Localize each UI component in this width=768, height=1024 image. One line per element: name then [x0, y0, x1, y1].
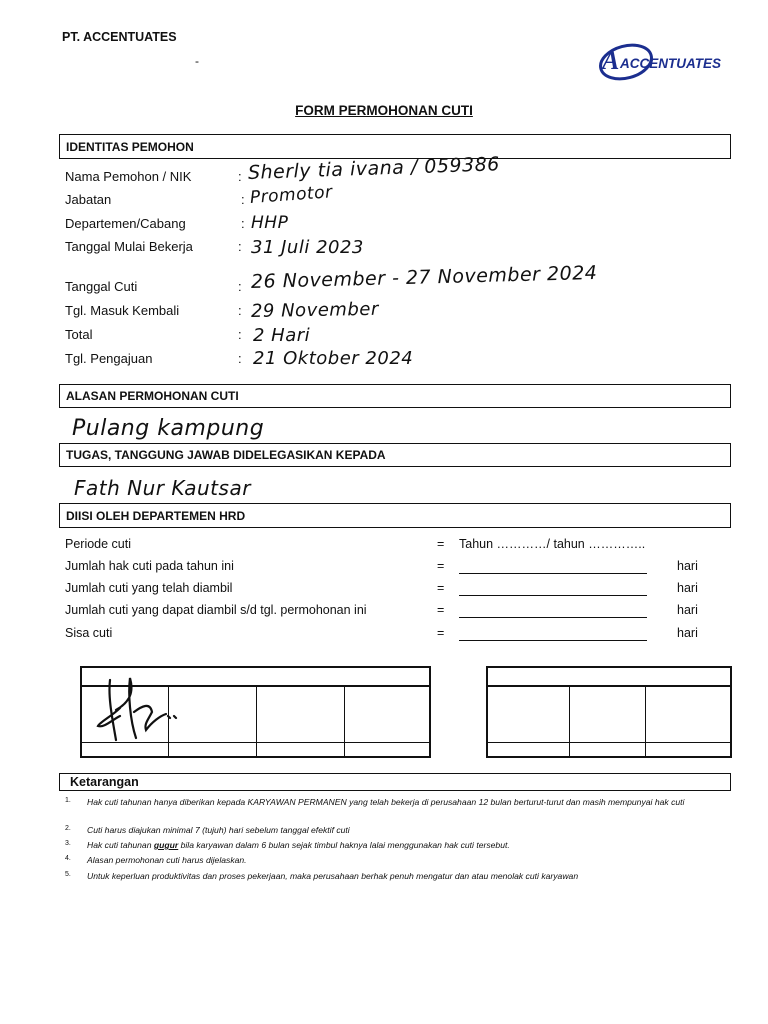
field-value-masuk-kembali: 29 November [250, 298, 379, 322]
note-number: 2. [65, 825, 71, 832]
note-text: Alasan permohonan cuti harus dijelaskan. [87, 855, 247, 865]
note-text: Hak cuti tahunan hanya diberikan kepada KARYAWAN PERMANEN yang telah bekerja di perusahaan 12 bulan berturut-turut dan masih mempunyai hak cuti [87, 797, 685, 807]
field-label: Nama Pemohon / NIK [65, 169, 192, 184]
hrd-row-unit: hari [677, 626, 698, 640]
applicant-signature [90, 672, 190, 744]
table-rule [488, 742, 730, 743]
note-text-before: Hak cuti tahunan [87, 840, 154, 850]
logo-text: ACCENTUATES [620, 56, 721, 71]
field-colon: : [241, 192, 245, 207]
note-text [87, 840, 723, 851]
hrd-row-label: Jumlah hak cuti pada tahun ini [65, 559, 234, 573]
field-label: Tanggal Mulai Bekerja [65, 239, 193, 254]
hrd-row-unit: hari [677, 559, 698, 573]
identitas-heading: IDENTITAS PEMOHON [59, 134, 731, 159]
hrd-blank-line [459, 595, 647, 596]
tugas-heading: TUGAS, TANGGUNG JAWAB DIDELEGASIKAN KEPADA [59, 443, 731, 467]
field-label: Jabatan [65, 192, 112, 207]
company-logo [598, 40, 728, 84]
hrd-heading: DIISI OLEH DEPARTEMEN HRD [59, 503, 731, 528]
table-divider [344, 686, 345, 756]
hrd-row-eq: = [437, 603, 445, 617]
company-name: PT. ACCENTUATES [62, 30, 177, 44]
field-value-jabatan: Promotor [249, 182, 334, 208]
alasan-value: Pulang kampung [72, 416, 265, 441]
note-number: 3. [65, 840, 71, 847]
field-colon: : [238, 351, 242, 366]
field-value-mulai-bekerja: 31 Juli 2023 [251, 237, 364, 258]
tugas-value: Fath Nur Kautsar [74, 476, 251, 500]
field-label: Tgl. Masuk Kembali [65, 303, 180, 318]
field-label: Total [65, 327, 93, 342]
hrd-row-eq: = [437, 559, 445, 573]
header-dash: - [195, 54, 199, 68]
hrd-blank-line [459, 617, 647, 618]
field-label: Tanggal Cuti [65, 279, 138, 294]
note-text-after: bila karyawan dalam 6 bulan sejak timbul haknya lalai menggunakan hak cuti tersebut. [178, 840, 510, 850]
hrd-blank-line [459, 640, 647, 641]
field-value-total: 2 Hari [253, 325, 311, 346]
note-text: Cuti harus diajukan minimal 7 (tujuh) hari sebelum tanggal efektif cuti [87, 825, 350, 835]
ketarangan-heading: Ketarangan [59, 773, 731, 791]
field-colon: : [238, 169, 242, 184]
hrd-row-label: Jumlah cuti yang dapat diambil s/d tgl. permohonan ini [65, 603, 367, 617]
note-number: 1. [65, 797, 71, 804]
field-value-tanggal-cuti: 26 November - 27 November 2024 [250, 261, 598, 293]
svg-text:A: A [602, 46, 620, 75]
field-colon: : [241, 216, 245, 231]
signature-table-right [486, 666, 732, 758]
hrd-row-eq: = [437, 626, 445, 640]
field-value-name-nik: Sherly tia ivana / 059386 [247, 153, 501, 184]
field-value-tgl-pengajuan: 21 Oktober 2024 [253, 348, 414, 369]
note-text: Untuk keperluan produktivitas dan proses pekerjaan, maka perusahaan berhak penuh mengatur dan atau menolak cuti karyawan [87, 871, 579, 881]
hrd-row-value: Tahun …………/ tahun ………….. [459, 537, 646, 551]
hrd-row-unit: hari [677, 603, 698, 617]
table-rule [488, 685, 730, 687]
note-number: 5. [65, 871, 71, 878]
hrd-row-unit: hari [677, 581, 698, 595]
table-divider [256, 686, 257, 756]
field-colon: : [238, 239, 242, 254]
table-divider [569, 686, 570, 756]
field-label: Tgl. Pengajuan [65, 351, 153, 366]
field-colon: : [238, 327, 242, 342]
table-divider [645, 686, 646, 756]
note-number: 4. [65, 855, 71, 862]
note-emphasis: gugur [153, 840, 179, 850]
signature-table-left [80, 666, 431, 758]
hrd-row-eq: = [437, 581, 445, 595]
field-value-departemen: HHP [251, 213, 289, 233]
form-title: FORM PERMOHONAN CUTI [295, 103, 473, 118]
hrd-row-eq: = [437, 537, 445, 551]
field-label: Departemen/Cabang [65, 216, 186, 231]
hrd-blank-line [459, 573, 647, 574]
hrd-row-label: Periode cuti [65, 537, 132, 551]
hrd-row-label: Sisa cuti [65, 626, 113, 640]
hrd-row-label: Jumlah cuti yang telah diambil [65, 581, 233, 595]
field-colon: : [238, 303, 242, 318]
field-colon: : [238, 279, 242, 294]
alasan-heading: ALASAN PERMOHONAN CUTI [59, 384, 731, 408]
